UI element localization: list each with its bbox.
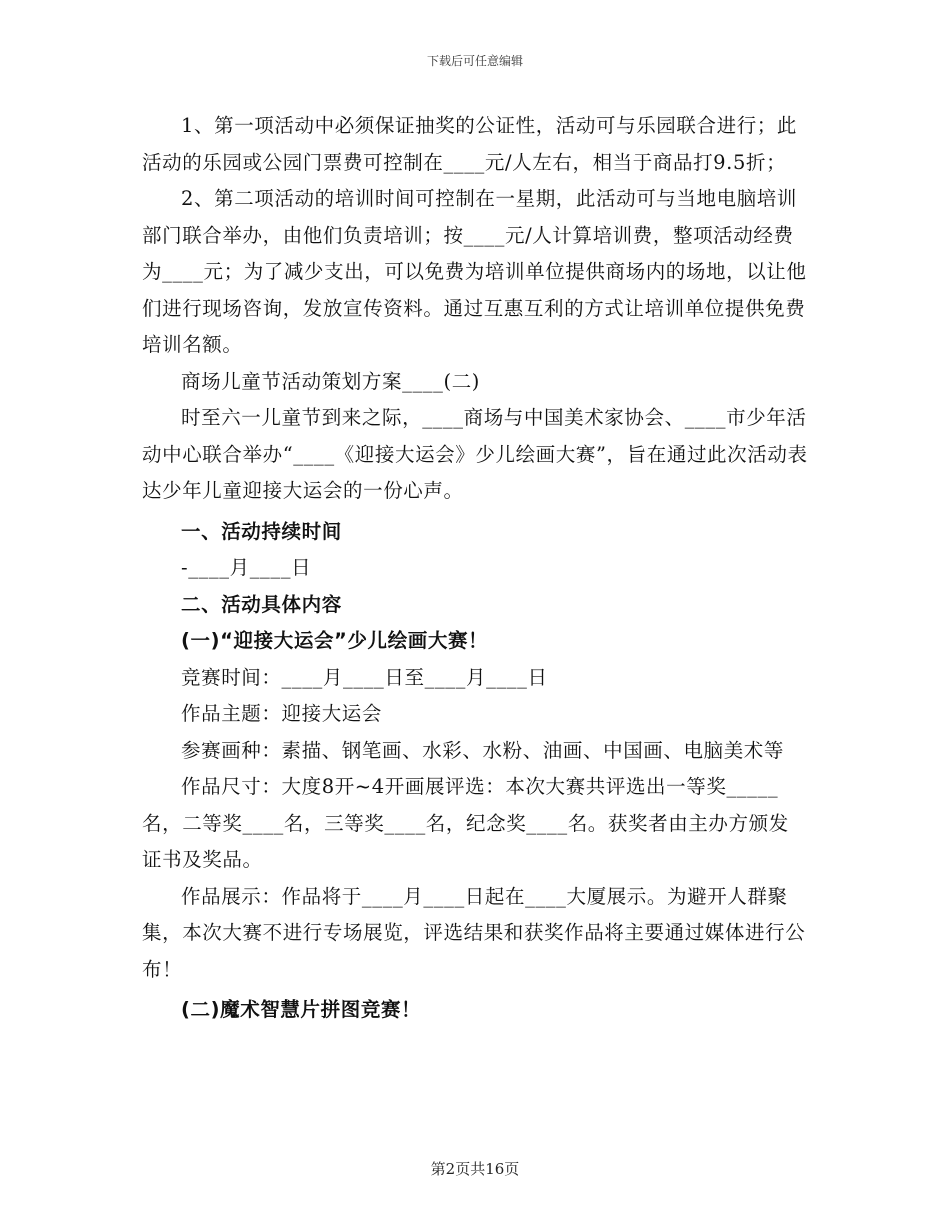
heading-painting-contest: (一)“迎接大运会”少儿绘画大赛！: [181, 629, 489, 652]
paragraph-size-awards: 作品尺寸：大度8开~4开画展评选：本次大赛共评选出一等奖_____名，二等奖____名，三等奖____名，纪念奖____名。获奖者由主办方颁发证书及奖品。: [142, 775, 789, 871]
page-number: 第2页共16页: [430, 1160, 520, 1178]
paragraph-intro: 时至六一儿童节到来之际，____商场与中国美术家协会、____市少年活动中心联合举办“____《迎接大运会》少儿绘画大赛”，旨在通过此次活动表达少年儿童迎接大运会的一份心声。: [142, 406, 808, 502]
paragraph-contest-time: 竞赛时间：____月____日至____月____日: [181, 665, 548, 689]
paragraph-theme: 作品主题：迎接大运会: [181, 702, 383, 725]
page-header-note: 下载后可任意编辑: [426, 54, 523, 68]
paragraph-duration-date: -____月____日: [181, 556, 312, 579]
document-body: [142, 108, 808, 1029]
paragraph-painting-types: 参赛画种：素描、钢笔画、水彩、水粉、油画、中国画、电脑美术等: [181, 738, 785, 762]
paragraph-activity-1: 1、第一项活动中必须保证抽奖的公证性，活动可与乐园联合进行；此活动的乐园或公园门票费可控制在____元/人左右，相当于商品打9.5折；: [142, 114, 798, 174]
heading-puzzle-contest: (二)魔术智慧片拼图竞赛！: [181, 998, 422, 1021]
paragraph-exhibition: 作品展示：作品将于____月____日起在____大厦展示。为避开人群聚集，本次大赛不进行专场展览，评选结果和获奖作品将主要通过媒体进行公布！: [142, 884, 806, 981]
paragraph-activity-2: 2、第二项活动的培训时间可控制在一星期，此活动可与当地电脑培训部门联合举办，由他们负责培训；按____元/人计算培训费，整项活动经费为____元；为了减少支出，可以免费为培训单位提供商场内的场地，以让他们进行现场咨询，发放宣传资料。通过互惠互利的方式让培训单位提供免费培训名额。: [142, 187, 807, 356]
paragraph-plan-title: 商场儿童节活动策划方案____(二): [181, 369, 481, 393]
heading-duration: 一、活动持续时间: [181, 519, 342, 543]
heading-content: 二、活动具体内容: [181, 592, 342, 616]
